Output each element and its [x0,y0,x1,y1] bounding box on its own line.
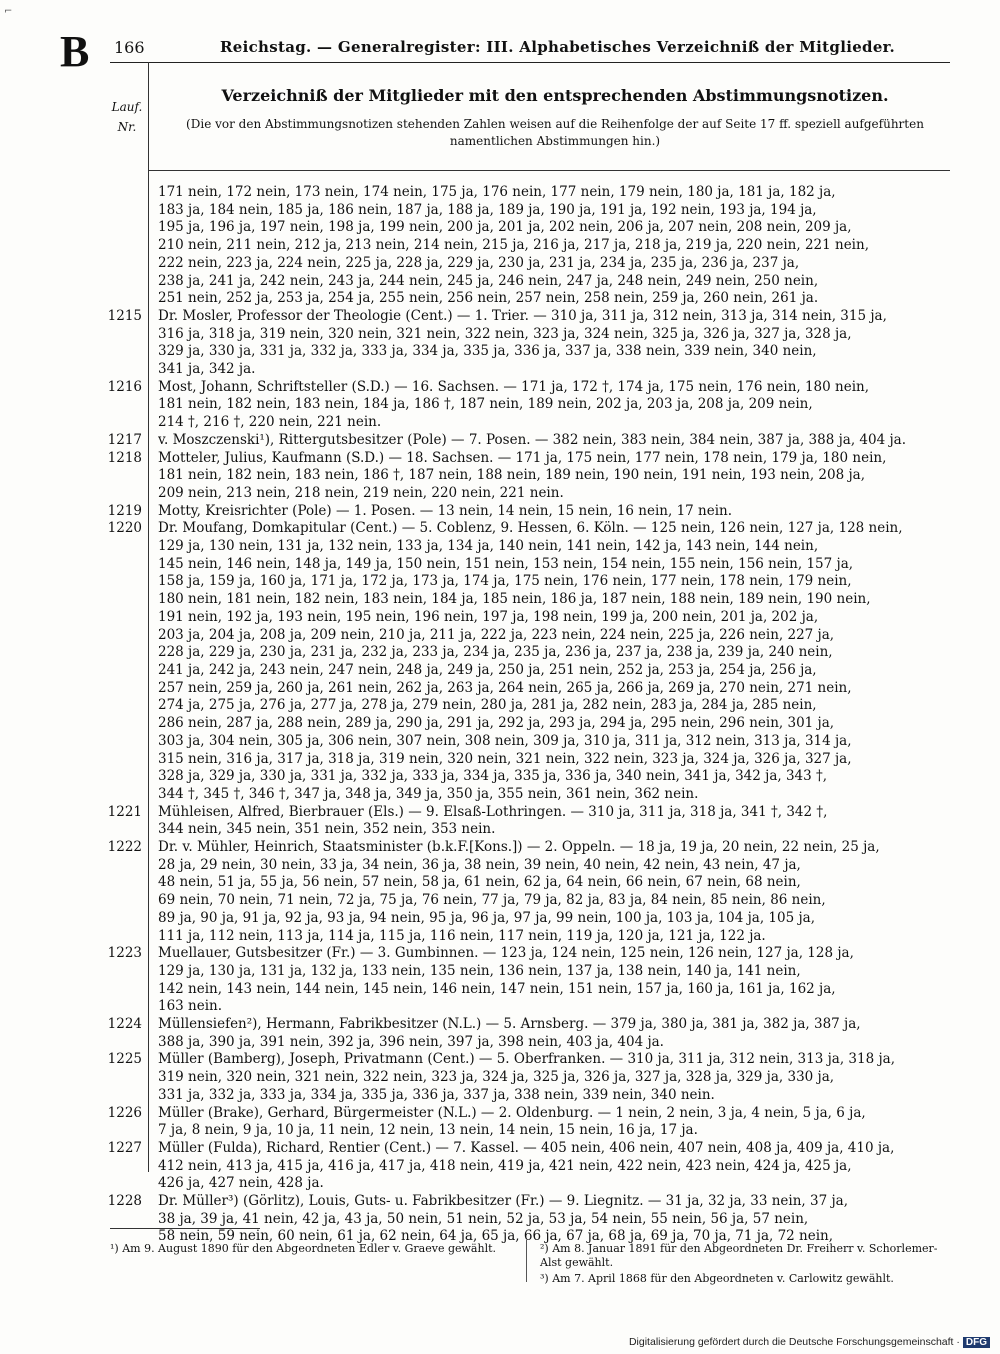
entry-line: 195 ja, 196 ja, 197 nein, 198 ja, 199 nein, 200 ja, 201 ja, 202 nein, 206 ja, 207 nein, 208 nein, 209 ja, [158,219,852,236]
entry-line: 344 nein, 345 nein, 351 nein, 352 nein, 353 nein. [158,821,496,838]
entry-text [158,804,980,839]
entry-number: 1216 [107,378,142,395]
entry-line: 180 nein, 181 nein, 182 nein, 183 nein, 184 ja, 185 nein, 186 ja, 187 nein, 188 nein, 189 nein, 190 nein, [158,591,871,608]
title-rule [148,170,950,171]
digitization-credit [629,1336,990,1348]
entry-line: 181 nein, 182 nein, 183 nein, 184 ja, 186 †, 187 nein, 189 nein, 202 ja, 203 ja, 208 ja, 209 nein, [158,396,813,413]
column-header-line: Lauf. [111,100,143,114]
entry-line: 303 ja, 304 nein, 305 ja, 306 nein, 307 nein, 308 nein, 309 ja, 310 ja, 311 ja, 312 nein, 313 ja, 314 ja, [158,732,852,749]
entry-text [158,1051,980,1104]
entry-text [158,1105,980,1140]
entry-line: Mühleisen, Alfred, Bierbrauer (Els.) — 9. Elsaß-Lothringen. — 310 ja, 311 ja, 318 ja, 341 †, 342 †, [158,803,828,820]
entry-number: 1224 [107,1016,142,1033]
footnote: ¹) Am 9. August 1890 für den Abgeordneten Edler v. Graeve gewählt. [110,1242,497,1255]
member-entry [0,1140,1000,1193]
member-entries [0,184,1000,1246]
entry-line: 111 ja, 112 nein, 113 ja, 114 ja, 115 ja, 116 nein, 117 nein, 119 ja, 120 ja, 121 ja, 122 ja. [158,927,766,944]
column-header-lauf-nr [108,97,146,137]
entry-number: 1225 [107,1051,142,1068]
entry-number: 1228 [107,1193,142,1210]
entry-line: 274 ja, 275 ja, 276 ja, 277 ja, 278 ja, 279 nein, 280 ja, 281 ja, 282 nein, 283 ja, 284 ja, 285 nein, [158,697,817,714]
footnotes-left [110,1242,515,1258]
footnote: ²) Am 8. Januar 1891 für den Abgeordneten Dr. Freiherr v. Schorlemer-Alst gewählt. [540,1242,938,1269]
entry-line: 228 ja, 229 ja, 230 ja, 231 ja, 232 ja, 233 ja, 234 ja, 235 ja, 236 ja, 237 ja, 238 ja, 239 ja, 240 nein, [158,644,833,661]
entry-line: 181 nein, 182 nein, 183 nein, 186 †, 187 nein, 188 nein, 189 nein, 190 nein, 191 nein, 193 nein, 208 ja, [158,467,866,484]
entry-line: Dr. Müller³) (Görlitz), Louis, Guts- u. Fabrikbesitzer (Fr.) — 9. Liegnitz. — 31 ja, 32 ja, 33 nein, 37 ja, [158,1193,848,1210]
entry-line: 388 ja, 390 ja, 391 nein, 392 ja, 396 nein, 397 ja, 398 nein, 403 ja, 404 ja. [158,1033,664,1050]
entry-line: 328 ja, 329 ja, 330 ja, 331 ja, 332 ja, 333 ja, 334 ja, 335 ja, 336 ja, 340 nein, 341 ja, 342 ja, 343 †, [158,768,828,785]
entry-line: 38 ja, 39 ja, 41 nein, 42 ja, 43 ja, 50 nein, 51 nein, 52 ja, 53 ja, 54 nein, 55 nein, 56 ja, 57 nein, [158,1210,809,1227]
entry-line: 241 ja, 242 ja, 243 nein, 247 nein, 248 ja, 249 ja, 250 ja, 251 nein, 252 ja, 253 ja, 254 ja, 256 ja, [158,661,817,678]
entry-line: 69 nein, 70 nein, 71 nein, 72 ja, 75 ja, 76 nein, 77 ja, 79 ja, 82 ja, 83 ja, 84 nein, 85 nein, 86 nein, [158,892,826,909]
entry-line: 89 ja, 90 ja, 91 ja, 92 ja, 93 ja, 94 nein, 95 ja, 96 ja, 97 ja, 99 nein, 100 ja, 103 ja, 104 ja, 105 ja, [158,909,815,926]
footnotes-right [540,1242,950,1288]
entry-text [158,520,980,803]
entry-line: 315 nein, 316 ja, 317 ja, 318 ja, 319 nein, 320 nein, 321 nein, 322 nein, 323 ja, 324 ja, 326 ja, 327 ja, [158,750,852,767]
entry-text [158,379,980,432]
entry-line: 129 ja, 130 nein, 131 ja, 132 nein, 133 ja, 134 ja, 140 nein, 141 nein, 142 ja, 143 nein, 144 nein, [158,538,819,555]
member-entry [0,379,1000,432]
member-entry [0,1016,1000,1051]
entry-line: 7 ja, 8 nein, 9 ja, 10 ja, 11 nein, 12 nein, 13 nein, 14 nein, 15 nein, 16 ja, 17 ja. [158,1122,698,1139]
entry-text [158,1193,980,1246]
entry-line: 142 nein, 143 nein, 144 nein, 145 nein, 146 nein, 147 nein, 151 nein, 157 ja, 160 ja, 161 ja, 162 ja, [158,980,836,997]
entry-line: 129 ja, 130 ja, 131 ja, 132 ja, 133 nein, 135 nein, 136 nein, 137 ja, 138 nein, 140 ja, 141 nein, [158,962,801,979]
entry-number: 1218 [107,449,142,466]
entry-number: 1223 [107,945,142,962]
entry-line: Muellauer, Gutsbesitzer (Fr.) — 3. Gumbinnen. — 123 ja, 124 nein, 125 nein, 126 nein, 127 ja, 128 ja, [158,945,854,962]
entry-line: 191 nein, 192 ja, 193 nein, 195 nein, 196 nein, 197 ja, 198 nein, 199 ja, 200 nein, 201 ja, 202 ja, [158,608,819,625]
member-entry [0,432,1000,450]
entry-line: Dr. Moufang, Domkapitular (Cent.) — 5. Coblenz, 9. Hessen, 6. Köln. — 125 nein, 126 nein, 127 ja, 128 nein, [158,520,903,537]
entry-line: 238 ja, 241 ja, 242 nein, 243 ja, 244 nein, 245 ja, 246 nein, 247 ja, 248 nein, 249 nein, 250 nein, [158,272,819,289]
entry-line: 214 †, 216 †, 220 nein, 221 nein. [158,414,382,431]
entry-number: 1222 [107,839,142,856]
entry-text [158,432,980,450]
running-head: Reichstag. — Generalregister: III. Alphabetisches Verzeichniß der Mitglieder. [219,38,896,56]
entry-number: 1226 [107,1104,142,1121]
entry-line: Motty, Kreisrichter (Pole) — 1. Posen. — 13 nein, 14 nein, 15 nein, 16 nein, 17 nein. [158,502,733,519]
entry-line: 163 nein. [158,998,223,1015]
member-entry [0,804,1000,839]
section-letter: B [60,27,90,76]
entry-number: 1219 [107,502,142,519]
member-entry [0,503,1000,521]
entry-line: 209 nein, 213 nein, 218 nein, 219 nein, 220 nein, 221 nein. [158,484,564,501]
entry-text [158,945,980,1016]
footnote-rule [110,1228,260,1229]
member-entry [0,1193,1000,1246]
entry-number: 1215 [107,307,142,324]
entry-text [158,503,980,521]
entry-line: 344 †, 345 †, 346 †, 347 ja, 348 ja, 349 ja, 350 ja, 355 nein, 361 nein, 362 nein. [158,785,699,802]
entry-text [158,308,980,379]
entry-line: 222 nein, 223 ja, 224 nein, 225 ja, 228 ja, 229 ja, 230 ja, 231 ja, 234 ja, 235 ja, 236 ja, 237 ja, [158,254,800,271]
page-number: 166 [114,38,145,57]
member-entry [0,1105,1000,1140]
table-title: Verzeichniß der Mitglieder mit den entsprechenden Abstimmungsnotizen. [221,86,889,105]
entry-line: 316 ja, 318 ja, 319 nein, 320 nein, 321 nein, 322 nein, 323 ja, 324 nein, 325 ja, 326 ja, 327 ja, 328 ja, [158,325,852,342]
entry-line: 171 nein, 172 nein, 173 nein, 174 nein, 175 ja, 176 nein, 177 nein, 179 nein, 180 ja, 181 ja, 182 ja, [158,184,836,200]
entry-line: 251 nein, 252 ja, 253 ja, 254 ja, 255 nein, 256 nein, 257 nein, 258 nein, 259 ja, 260 nein, 261 ja. [158,290,819,307]
credit-text: Digitalisierung gefördert durch die Deutsche Forschungsgemeinschaft · [628,1336,960,1348]
footnote-separator [526,1240,527,1282]
entry-line: Motteler, Julius, Kaufmann (S.D.) — 18. Sachsen. — 171 ja, 175 nein, 177 nein, 178 nein, 179 ja, 180 nein, [158,449,887,466]
entry-line: Dr. Mosler, Professor der Theologie (Cent.) — 1. Trier. — 310 ja, 311 ja, 312 nein, 313 ja, 314 nein, 315 ja, [158,307,887,324]
entry-number: 1227 [107,1139,142,1156]
member-entry [0,184,1000,308]
entry-line: 329 ja, 330 ja, 331 ja, 332 ja, 333 ja, 334 ja, 335 ja, 336 ja, 337 ja, 338 nein, 339 nein, 340 nein, [158,343,817,360]
table-note-line: namentlichen Abstimmungen hin.) [449,134,661,148]
entry-line: 426 ja, 427 nein, 428 ja. [158,1175,324,1192]
entry-line: 319 nein, 320 nein, 321 nein, 322 nein, 323 ja, 324 ja, 325 ja, 326 ja, 327 ja, 328 ja, 329 ja, 330 ja, [158,1069,835,1086]
table-note [160,116,950,150]
entry-text [158,184,980,308]
member-entry [0,450,1000,503]
entry-text [158,1140,980,1193]
entry-number: 1220 [107,520,142,537]
entry-text [158,1016,980,1051]
table-note-line: (Die vor den Abstimmungsnotizen stehenden Zahlen weisen auf die Reihenfolge der auf Seite 17 ff. speziell aufgeführten [186,117,924,131]
member-entry [0,839,1000,945]
entry-line: 341 ja, 342 ja. [158,361,256,378]
entry-line: Most, Johann, Schriftsteller (S.D.) — 16. Sachsen. — 171 ja, 172 †, 174 ja, 175 nein, 176 nein, 180 nein, [158,378,870,395]
column-header-line: Nr. [117,120,137,134]
entry-line: 286 nein, 287 ja, 288 nein, 289 ja, 290 ja, 291 ja, 292 ja, 293 ja, 294 ja, 295 nein, 296 nein, 301 ja, [158,715,835,732]
entry-line: 158 ja, 159 ja, 160 ja, 171 ja, 172 ja, 173 ja, 174 ja, 175 nein, 176 nein, 177 nein, 178 nein, 179 nein, [158,573,852,590]
entry-line: 331 ja, 332 ja, 333 ja, 334 ja, 335 ja, 336 ja, 337 ja, 338 nein, 339 nein, 340 nein. [158,1086,715,1103]
member-entry [0,308,1000,379]
member-entry [0,520,1000,803]
entry-line: 412 nein, 413 ja, 415 ja, 416 ja, 417 ja, 418 nein, 419 ja, 421 nein, 422 nein, 423 nein, 424 ja, 425 ja, [158,1157,852,1174]
entry-line: 183 ja, 184 nein, 185 ja, 186 nein, 187 ja, 188 ja, 189 ja, 190 ja, 191 ja, 192 nein, 193 ja, 194 ja, [158,201,817,218]
entry-number: 1217 [107,431,142,448]
entry-line: 145 nein, 146 nein, 148 ja, 149 ja, 150 nein, 151 nein, 153 nein, 154 nein, 155 nein, 156 nein, 157 ja, [158,555,854,572]
entry-line: Dr. v. Mühler, Heinrich, Staatsminister (b.k.F.[Kons.]) — 2. Oppeln. — 18 ja, 19 ja, 20 nein, 22 nein, 25 ja, [158,839,880,856]
member-entry [0,1051,1000,1104]
entry-line: 203 ja, 204 ja, 208 ja, 209 nein, 210 ja, 211 ja, 222 ja, 223 nein, 224 nein, 225 ja, 226 nein, 227 ja, [158,626,835,643]
member-entry [0,945,1000,1016]
entry-text [158,450,980,503]
header-rule [110,62,950,63]
entry-line: 58 nein, 59 nein, 60 nein, 61 ja, 62 nein, 64 ja, 65 ja, 66 ja, 67 ja, 68 ja, 69 ja, 70 ja, 71 ja, 72 nein, [158,1228,834,1245]
entry-line: 257 nein, 259 ja, 260 ja, 261 nein, 262 ja, 263 ja, 264 nein, 265 ja, 266 ja, 269 ja, 270 nein, 271 nein, [158,679,852,696]
entry-line: Müller (Fulda), Richard, Rentier (Cent.) — 7. Kassel. — 405 nein, 406 nein, 407 nein, 408 ja, 409 ja, 410 ja, [158,1139,895,1156]
entry-text [158,839,980,945]
entry-line: Müllensiefen²), Hermann, Fabrikbesitzer (N.L.) — 5. Arnsberg. — 379 ja, 380 ja, 381 ja, 382 ja, 387 ja, [158,1016,861,1033]
entry-line: Müller (Bamberg), Joseph, Privatmann (Cent.) — 5. Oberfranken. — 310 ja, 311 ja, 312 nein, 313 ja, 318 ja, [158,1051,896,1068]
entry-line: v. Moszczenski¹), Rittergutsbesitzer (Pole) — 7. Posen. — 382 nein, 383 nein, 384 nein, 387 ja, 388 ja, 404 ja. [158,431,907,448]
entry-line: Müller (Brake), Gerhard, Bürgermeister (N.L.) — 2. Oldenburg. — 1 nein, 2 nein, 3 ja, 4 nein, 5 ja, 6 ja, [158,1104,866,1121]
entry-line: 28 ja, 29 nein, 30 nein, 33 ja, 34 nein, 36 ja, 38 nein, 39 nein, 40 nein, 42 nein, 43 nein, 47 ja, [158,856,801,873]
entry-line: 210 nein, 211 nein, 212 ja, 213 nein, 214 nein, 215 ja, 216 ja, 217 ja, 218 ja, 219 ja, 220 nein, 221 nein, [158,237,869,254]
scan-corner-mark: ⌐ [4,6,13,17]
entry-line: 48 nein, 51 ja, 55 ja, 56 nein, 57 nein, 58 ja, 61 nein, 62 ja, 64 nein, 66 nein, 67 nein, 68 nein, [158,874,801,891]
dfg-logo: DFG [963,1337,990,1348]
entry-number: 1221 [107,803,142,820]
footnote: ³) Am 7. April 1868 für den Abgeordneten v. Carlowitz gewählt. [540,1272,894,1285]
